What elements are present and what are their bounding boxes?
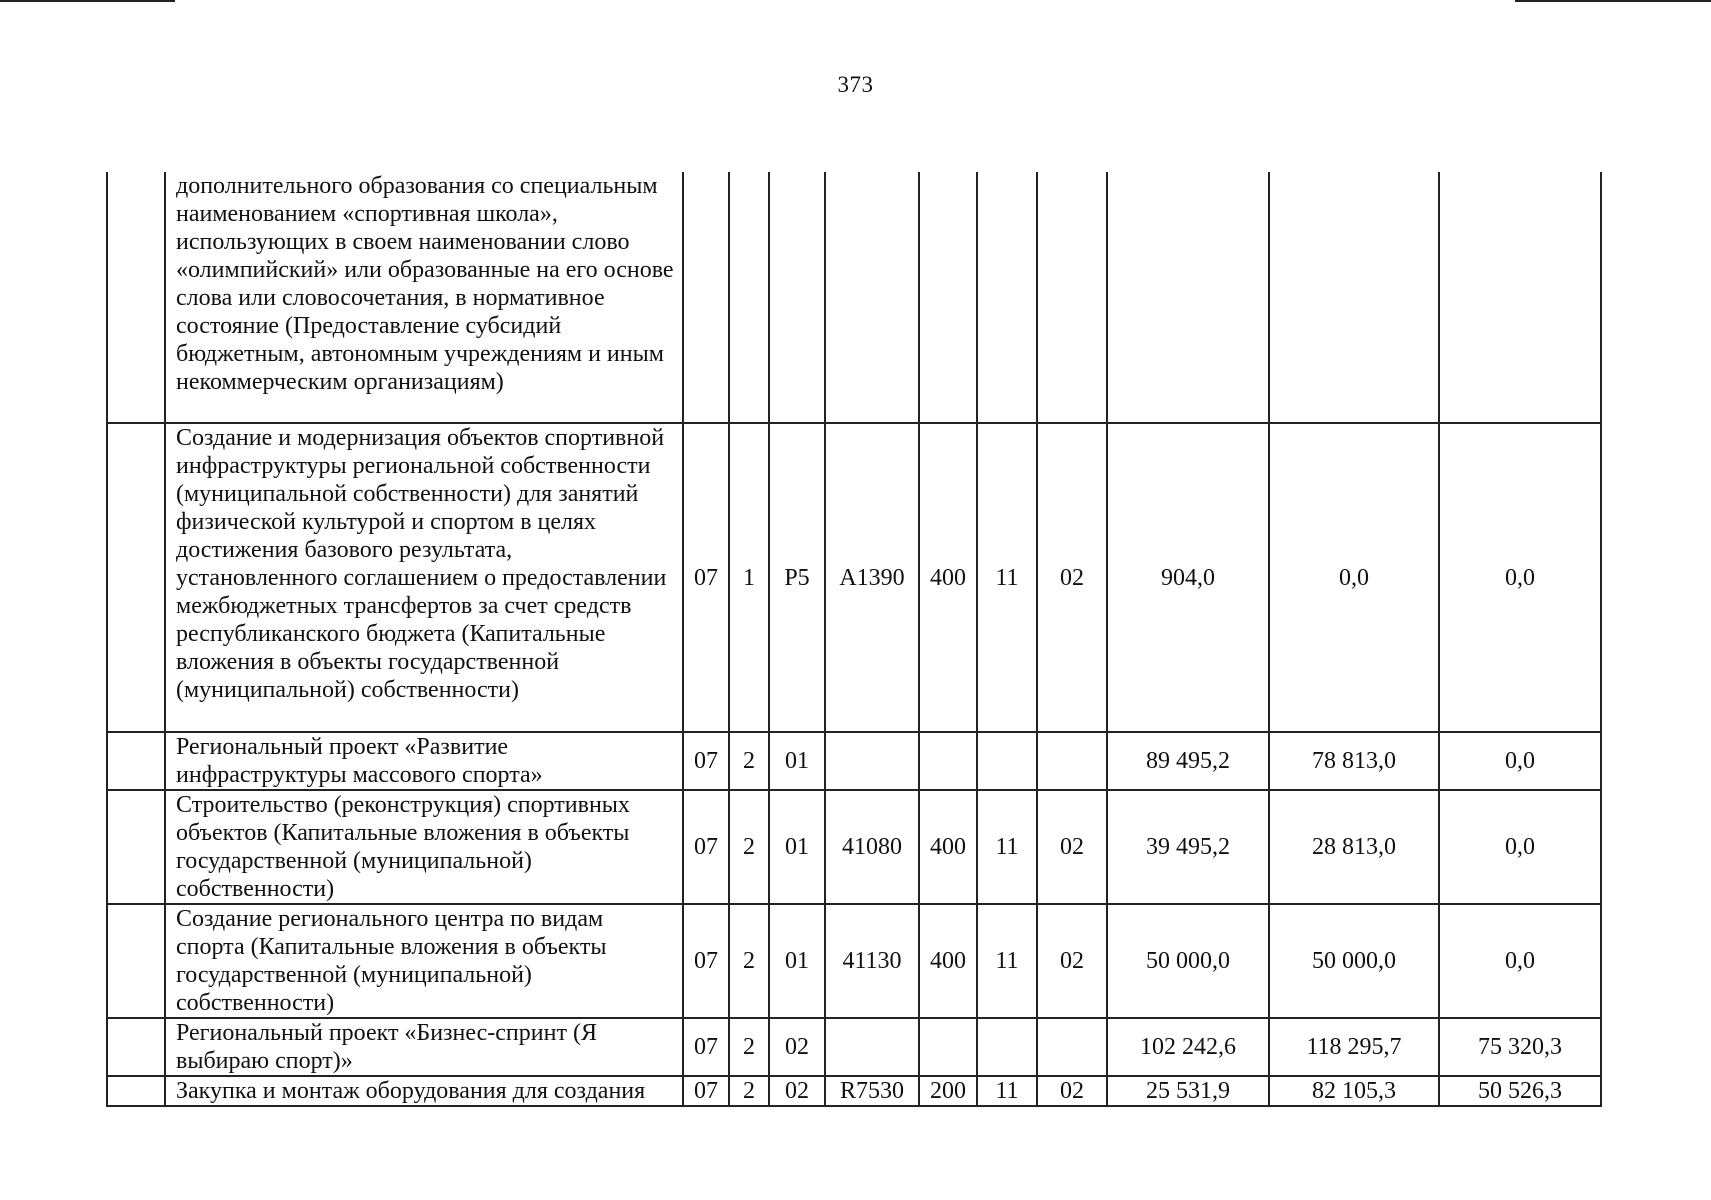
direction-code-cell: R7530: [825, 1076, 919, 1106]
amount-year1-cell: 904,0: [1107, 423, 1269, 732]
subsection-cell: [1037, 732, 1107, 790]
row-number-cell: [107, 1076, 165, 1106]
table-row: [107, 790, 1601, 904]
row-number-cell: [107, 732, 165, 790]
project-code-cell: 01: [769, 732, 825, 790]
amount-year3-cell: 50 526,3: [1439, 1076, 1601, 1106]
scan-edge-mark-left: [0, 0, 175, 2]
row-number-cell: [107, 172, 165, 423]
amount-year3-cell: 0,0: [1439, 732, 1601, 790]
item-name-cell: Региональный проект «Бизнес-спринт (Я выбираю спорт)»: [165, 1018, 683, 1076]
direction-code-cell: 41080: [825, 790, 919, 904]
amount-year2-cell: 82 105,3: [1269, 1076, 1439, 1106]
budget-table: [106, 172, 1602, 1107]
expense-type-cell: 400: [919, 423, 977, 732]
section-code-cell: 07: [683, 904, 729, 1018]
item-name-cell: Региональный проект «Развитие инфраструктуры массового спорта»: [165, 732, 683, 790]
amount-year1-cell: 89 495,2: [1107, 732, 1269, 790]
amount-year2-cell: 118 295,7: [1269, 1018, 1439, 1076]
amount-year3-cell: 0,0: [1439, 904, 1601, 1018]
section-cell: 11: [977, 904, 1037, 1018]
subprogram-code-cell: 2: [729, 1018, 769, 1076]
row-number-cell: [107, 790, 165, 904]
project-code-cell: 02: [769, 1018, 825, 1076]
subprogram-code-cell: [729, 172, 769, 423]
amount-year2-cell: 28 813,0: [1269, 790, 1439, 904]
item-name-cell: дополнительного образования со специальным наименованием «спортивная школа», использующих в своем наименовании слово «олимпийский» или образованные на его основе слова или словосочетания, в нормативное состояние (Предоставление субсидий бюджетным, автономным учреждениям и иным некоммерческим организациям): [165, 172, 683, 423]
amount-year3-cell: [1439, 172, 1601, 423]
table-row: [107, 732, 1601, 790]
section-code-cell: 07: [683, 732, 729, 790]
direction-code-cell: [825, 1018, 919, 1076]
subsection-cell: 02: [1037, 1076, 1107, 1106]
section-code-cell: 07: [683, 790, 729, 904]
project-code-cell: 02: [769, 1076, 825, 1106]
row-number-cell: [107, 904, 165, 1018]
amount-year3-cell: 75 320,3: [1439, 1018, 1601, 1076]
subprogram-code-cell: 2: [729, 904, 769, 1018]
subprogram-code-cell: 1: [729, 423, 769, 732]
item-name-cell: Создание и модернизация объектов спортивной инфраструктуры региональной собственности (муниципальной собственности) для занятий физической культурой и спортом в целях достижения базового результата, установленного соглашением о предоставлении межбюджетных трансфертов за счет средств республиканского бюджета (Капитальные вложения в объекты государственной (муниципальной) собственности): [165, 423, 683, 732]
direction-code-cell: [825, 732, 919, 790]
scan-edge-mark-right: [1515, 0, 1711, 2]
section-cell: 11: [977, 1076, 1037, 1106]
item-name-cell: Строительство (реконструкция) спортивных объектов (Капитальные вложения в объекты государственной (муниципальной) собственности): [165, 790, 683, 904]
subprogram-code-cell: 2: [729, 732, 769, 790]
expense-type-cell: [919, 172, 977, 423]
amount-year1-cell: 102 242,6: [1107, 1018, 1269, 1076]
section-cell: 11: [977, 790, 1037, 904]
amount-year1-cell: 50 000,0: [1107, 904, 1269, 1018]
project-code-cell: [769, 172, 825, 423]
section-code-cell: 07: [683, 423, 729, 732]
expense-type-cell: 400: [919, 904, 977, 1018]
table-row: [107, 423, 1601, 732]
section-code-cell: [683, 172, 729, 423]
amount-year3-cell: 0,0: [1439, 790, 1601, 904]
subsection-cell: [1037, 172, 1107, 423]
row-number-cell: [107, 1018, 165, 1076]
table-row: [107, 1018, 1601, 1076]
amount-year2-cell: 78 813,0: [1269, 732, 1439, 790]
subsection-cell: 02: [1037, 790, 1107, 904]
section-cell: [977, 1018, 1037, 1076]
direction-code-cell: A1390: [825, 423, 919, 732]
item-name-cell: Закупка и монтаж оборудования для создания: [165, 1076, 683, 1106]
section-code-cell: 07: [683, 1076, 729, 1106]
project-code-cell: 01: [769, 904, 825, 1018]
section-cell: [977, 732, 1037, 790]
subsection-cell: [1037, 1018, 1107, 1076]
direction-code-cell: [825, 172, 919, 423]
amount-year3-cell: 0,0: [1439, 423, 1601, 732]
section-cell: 11: [977, 423, 1037, 732]
expense-type-cell: 400: [919, 790, 977, 904]
amount-year1-cell: 25 531,9: [1107, 1076, 1269, 1106]
amount-year1-cell: 39 495,2: [1107, 790, 1269, 904]
project-code-cell: 01: [769, 790, 825, 904]
amount-year1-cell: [1107, 172, 1269, 423]
table-row: [107, 1076, 1601, 1106]
row-number-cell: [107, 423, 165, 732]
expense-type-cell: [919, 732, 977, 790]
subprogram-code-cell: 2: [729, 1076, 769, 1106]
expense-type-cell: 200: [919, 1076, 977, 1106]
table-row: [107, 904, 1601, 1018]
expense-type-cell: [919, 1018, 977, 1076]
project-code-cell: P5: [769, 423, 825, 732]
item-name-cell: Создание регионального центра по видам спорта (Капитальные вложения в объекты государственной (муниципальной) собственности): [165, 904, 683, 1018]
page-number: 373: [837, 72, 874, 97]
section-cell: [977, 172, 1037, 423]
amount-year2-cell: 50 000,0: [1269, 904, 1439, 1018]
subsection-cell: 02: [1037, 904, 1107, 1018]
amount-year2-cell: 0,0: [1269, 423, 1439, 732]
amount-year2-cell: [1269, 172, 1439, 423]
section-code-cell: 07: [683, 1018, 729, 1076]
subsection-cell: 02: [1037, 423, 1107, 732]
direction-code-cell: 41130: [825, 904, 919, 1018]
table-row: [107, 172, 1601, 423]
subprogram-code-cell: 2: [729, 790, 769, 904]
